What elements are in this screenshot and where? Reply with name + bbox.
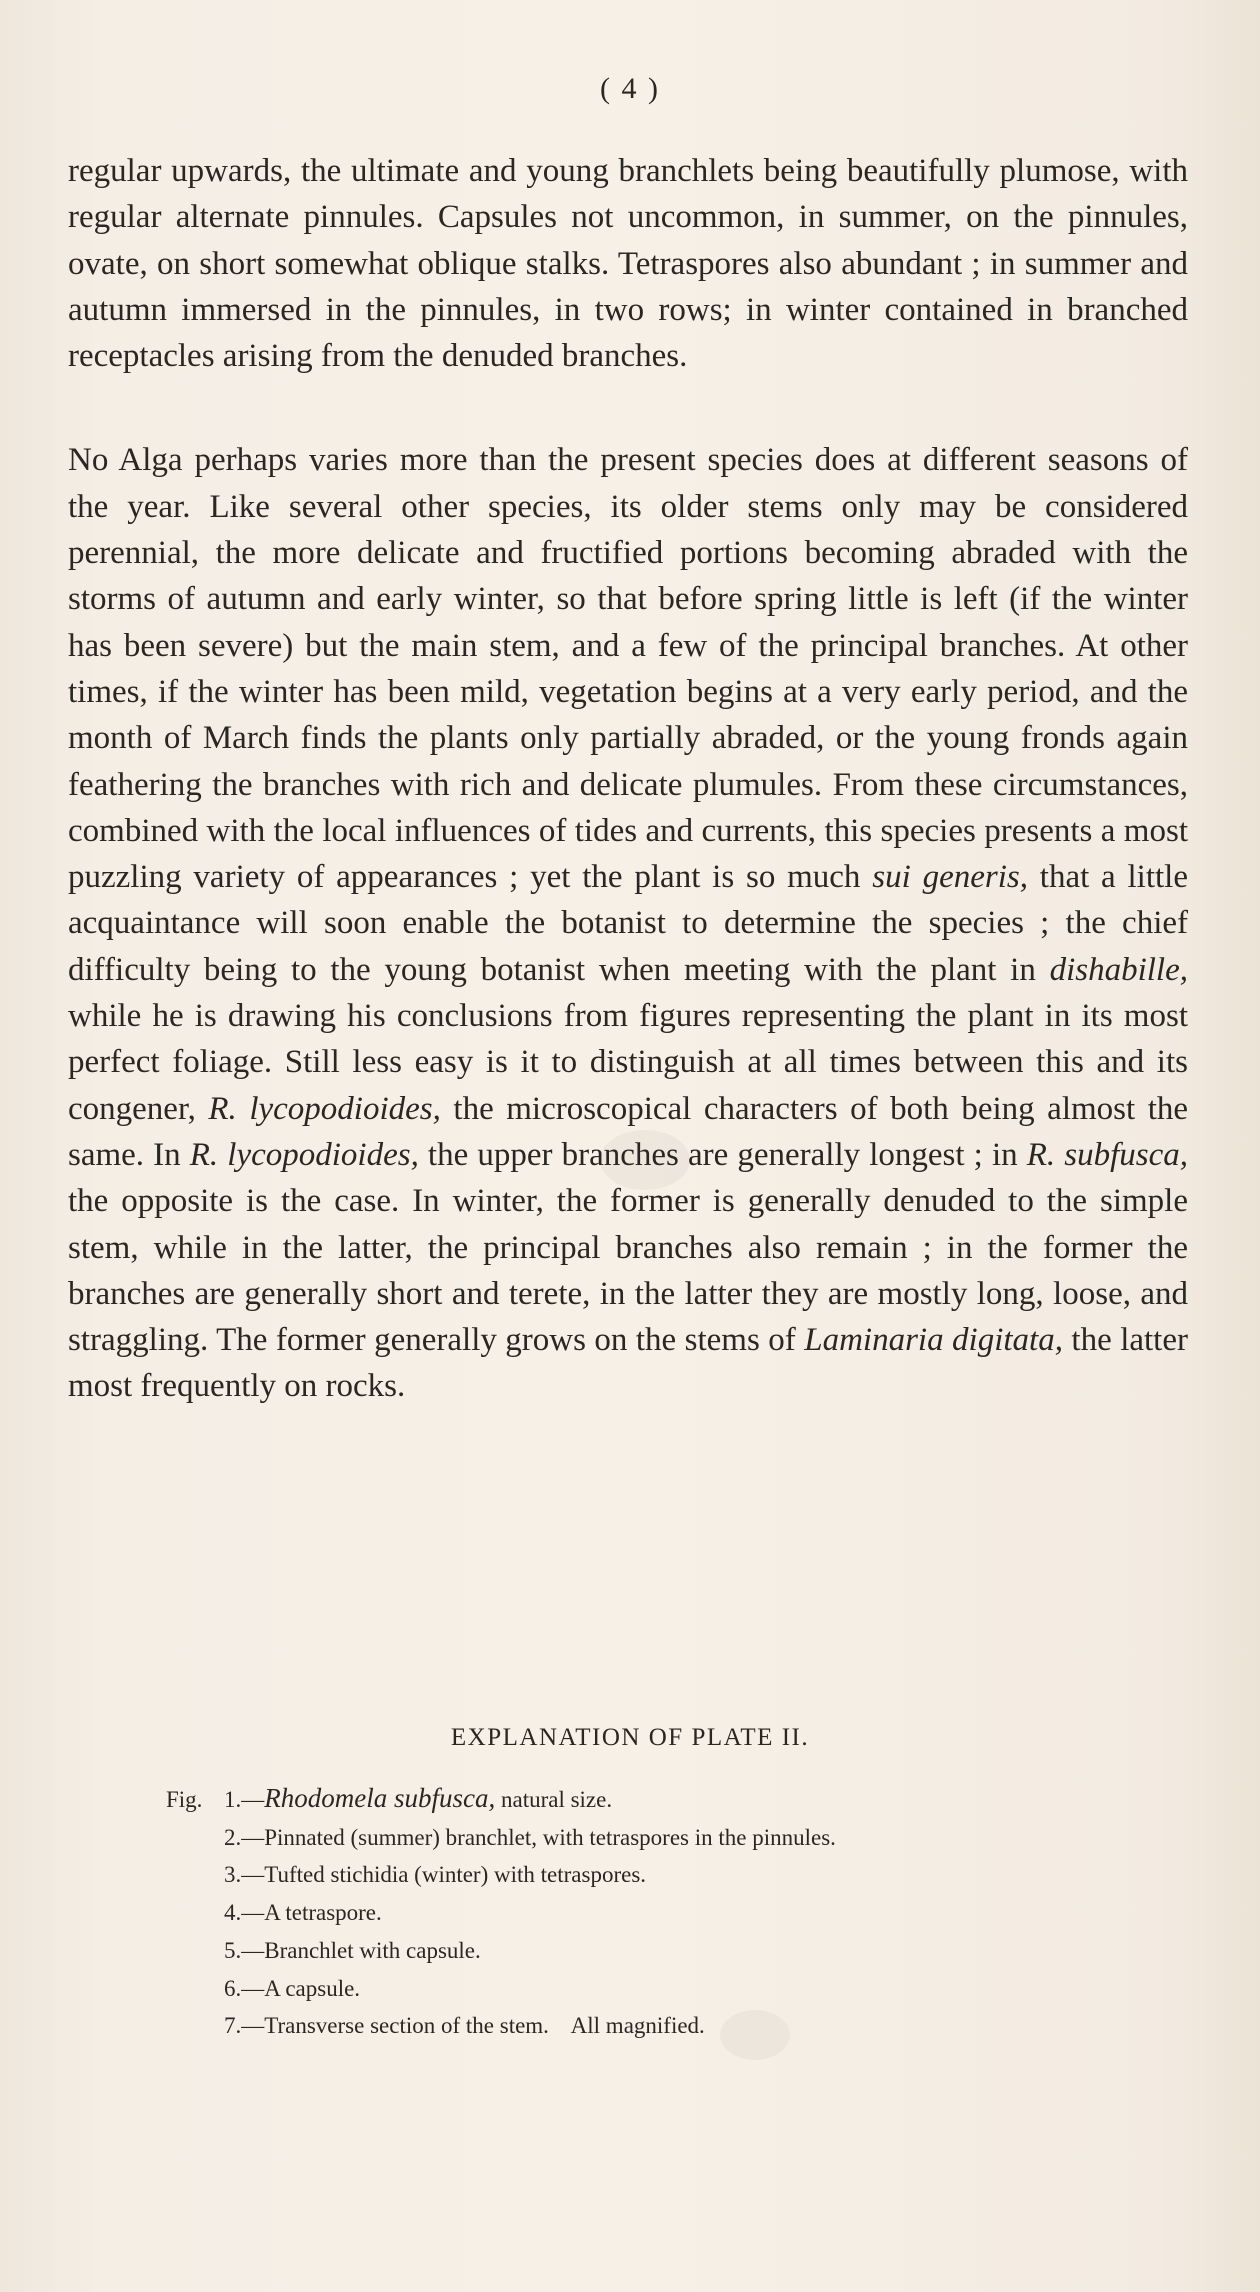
text-run: while he is drawing his conclusions from figures representing the plant in its most perfect foliage. Still less easy is it to distinguish at all times between this and its congener, (68, 998, 1188, 1127)
figure-number: 7.— (224, 2013, 265, 2039)
fig-prefix: Fig. (166, 1787, 203, 1812)
figure-number: 6.— (224, 1975, 265, 2001)
figure-number: 2.— (224, 1824, 265, 1850)
figure-number: 3.— (224, 1862, 265, 1888)
figure-caption: Pinnated (summer) branchlet, with tetraspores in the pinnules. (264, 1824, 836, 1850)
body-text (68, 148, 1188, 1410)
figure-item (166, 1856, 1146, 1894)
figure-caption: Transverse section of the stem. All magnified. (264, 2013, 705, 2039)
text-run: that a little acquaintance will soon enable the botanist to determine the species ; the chief difficulty being to the young botanist when meeting with the plant in (68, 859, 1188, 988)
figure-number: 1.— (224, 1787, 265, 1812)
italic-term: dishabille, (1049, 951, 1188, 988)
figure-item (166, 1932, 1146, 1970)
text-run: the upper branches are generally longest ; in (418, 1136, 1027, 1173)
paragraph-species-variation (68, 437, 1188, 1409)
text-run: the opposite is the case. In winter, the former is generally denuded to the simple stem, while in the latter, the principal branches also remain ; in the former the branches are generally short and terete, in the latter they are mostly long, loose, and straggling. The former generally grows on the stems of (68, 1183, 1188, 1359)
text-run: the microscopical characters of both being almost the same. In (68, 1090, 1189, 1173)
paragraph-continuation: regular upwards, the ultimate and young branchlets being beautifully plumose, with regular alternate pinnules. Capsules not uncommon, in summer, on the pinnules, ovate, on short somewhat oblique stalks. Tetraspores also abundant ; in summer and autumn immersed in the pinnules, in two rows; in winter contained in branched receptacles arising from the denuded branches. (68, 153, 1188, 375)
figure-item (166, 1894, 1146, 1932)
species-name: R. lycopodioides, (208, 1090, 441, 1127)
figure-item (166, 1819, 1146, 1857)
page-number: ( 4 ) (600, 72, 660, 105)
figure-caption: A tetraspore. (264, 1900, 382, 1926)
figure-number: 4.— (224, 1900, 265, 1926)
figure-item (166, 2007, 1146, 2045)
text-run: No Alga perhaps varies more than the present species does at different seasons of the year. Like several other species, its older stems only may be considered perennial, the more delicate and fructified portions becoming abraded with the storms of autumn and early winter, so that before spring little is left (if the winter has been severe) but the main stem, and a few of the principal branches. At other times, if the winter has been mild, vegetation begins at a very early period, and the month of March finds the plants only partially abraded, or the young fronds again feathering the branches with rich and delicate plumules. From these circumstances, combined with the local influences of tides and currents, this species presents a most puzzling variety of appearances ; yet the plant is so much (68, 442, 1188, 896)
species-name: Laminaria digitata, (804, 1322, 1063, 1359)
figure-caption: Branchlet with capsule. (264, 1937, 481, 1963)
plate-explanation-heading: EXPLANATION OF PLATE II. (450, 1724, 810, 1751)
figure-item (166, 1970, 1146, 2008)
figure-item (166, 1780, 1146, 1819)
figure-number: 5.— (224, 1937, 265, 1963)
species-name: R. subfusca, (1026, 1136, 1188, 1173)
figure-caption: natural size. (495, 1787, 613, 1812)
figure-caption: A capsule. (264, 1975, 361, 2001)
figure-caption: Tufted stichidia (winter) with tetraspores. (264, 1862, 647, 1888)
figure-list (166, 1780, 1146, 2045)
species-name: R. lycopodioides, (189, 1136, 419, 1173)
italic-term: sui generis, (872, 859, 1028, 896)
species-name: Rhodomela subfusca, (264, 1783, 496, 1813)
text-run: the latter most frequently on rocks. (68, 1322, 1188, 1405)
